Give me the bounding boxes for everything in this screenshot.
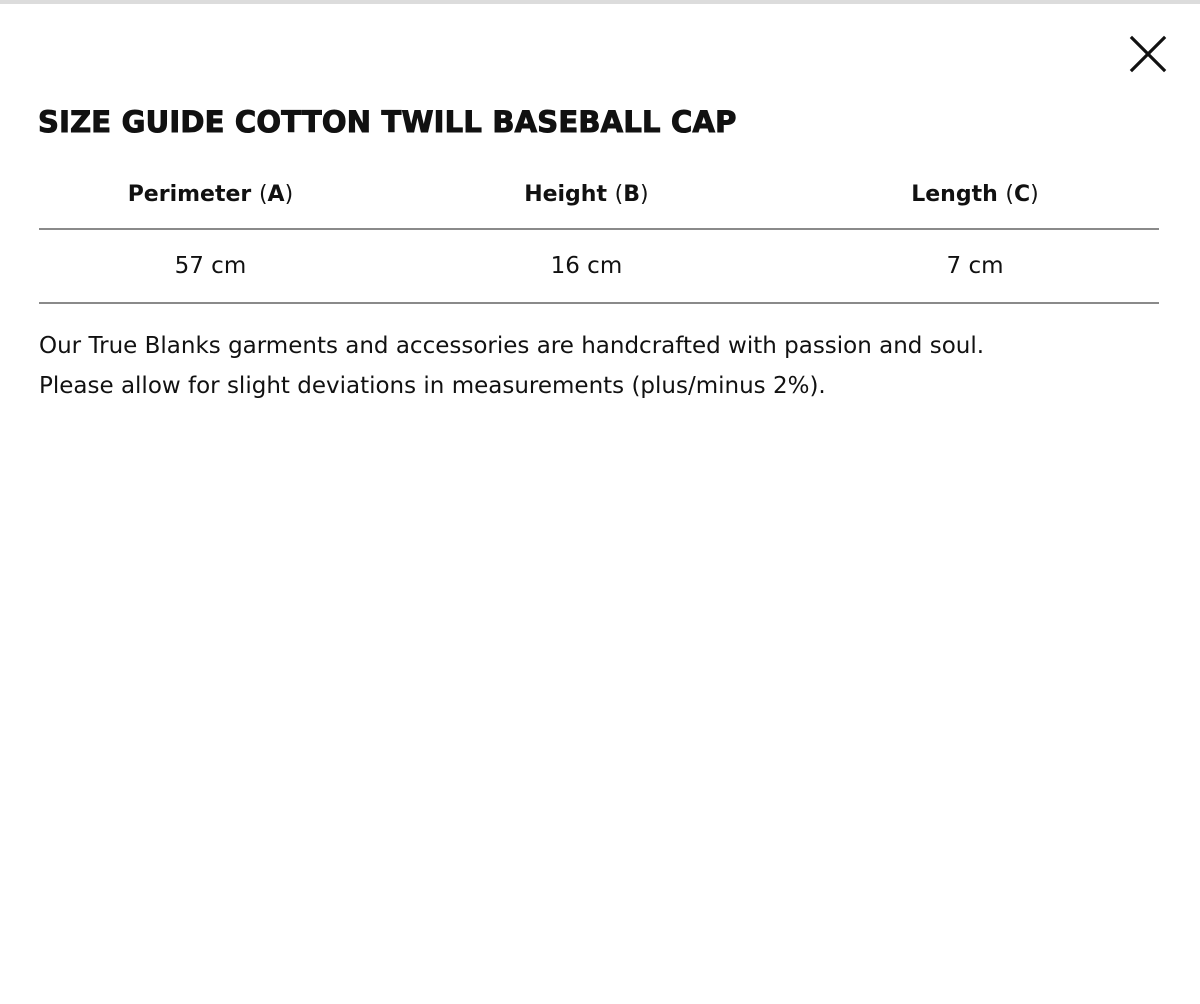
column-header-perimeter [39,160,412,229]
column-header-label: Length [911,181,998,207]
close-button[interactable] [1126,32,1170,76]
size-table-header-row [39,160,1159,229]
column-letter-paren: ( [258,181,268,207]
cell-perimeter-value: 57 cm [39,229,412,303]
measurement-note-line-1: Our True Blanks garments and accessories are handcrafted with passion and soul. [39,333,985,359]
column-letter-paren: ) [284,181,294,207]
measurement-note-line-2: Please allow for slight deviations in measurements (plus/minus 2%). [39,373,826,399]
close-icon [1128,34,1168,74]
column-letter-paren: ( [614,181,624,207]
column-letter: B [623,181,641,207]
modal-title: SIZE GUIDE COTTON TWILL BASEBALL CAP [38,105,737,139]
cell-length-value: 7 cm [761,229,1159,303]
column-header-length [761,160,1159,229]
size-table [39,160,1159,304]
column-header-label: Perimeter [127,181,252,207]
column-letter: C [1014,181,1031,207]
column-letter-paren: ) [1030,181,1039,207]
column-header-height [412,160,761,229]
cell-height-value: 16 cm [412,229,761,303]
column-letter-paren: ) [640,181,649,207]
measurement-note [39,326,1159,406]
column-header-label: Height [524,181,607,207]
table-row [39,229,1159,303]
top-divider-strip [0,0,1200,4]
column-letter-paren: ( [1005,181,1015,207]
column-letter: A [267,181,285,207]
